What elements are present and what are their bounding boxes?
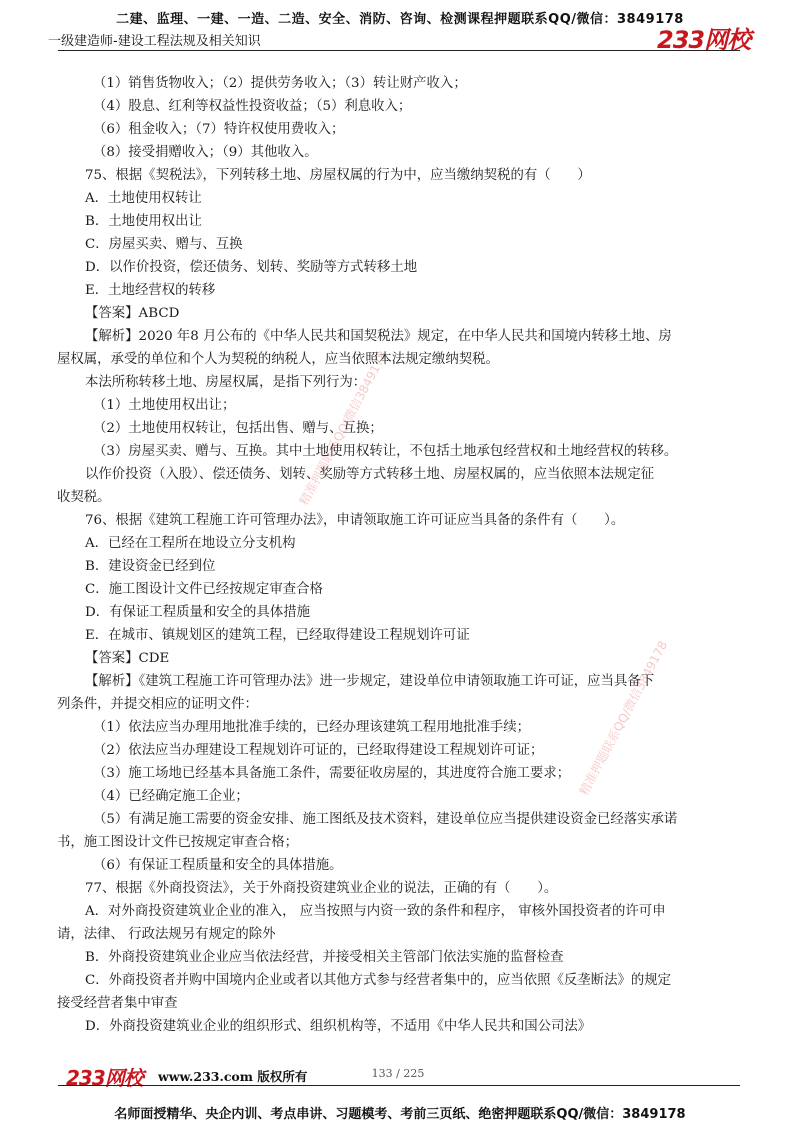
header-rule bbox=[58, 50, 740, 51]
brand-logo-bottom: 233网校 bbox=[66, 1066, 143, 1090]
option-line: D．有保证工程质量和安全的具体措施 bbox=[85, 605, 310, 620]
text-line: （6）有保证工程质量和安全的具体措施。 bbox=[93, 858, 343, 873]
text-line: （4）股息、红利等权益性投资收益；（5）利息收入； bbox=[93, 99, 412, 114]
option-line: E．在城市、镇规划区的建筑工程，已经取得建设工程规划许可证 bbox=[85, 628, 470, 643]
option-line: B．外商投资建筑业企业应当依法经营，并接受相关主管部门依法实施的监督检查 bbox=[85, 950, 564, 965]
text-line: （4）已经确定施工企业； bbox=[93, 789, 249, 804]
question-76: 76、根据《建筑工程施工许可管理办法》，申请领取施工许可证应当具备的条件有（ ）。 bbox=[85, 513, 625, 528]
watermark-2: 精准押题联系QQ/微信3849178 bbox=[576, 638, 671, 798]
text-line: （1）依法应当办理用地批准手续的，已经办理该建筑工程用地批准手续； bbox=[93, 720, 531, 735]
text-line: 收契税。 bbox=[57, 490, 111, 505]
document-subtitle: 一级建造师-建设工程法规及相关知识 bbox=[48, 34, 261, 49]
answer-line: 【答案】CDE bbox=[85, 651, 170, 666]
footer-bottom-line: 名师面授精华、央企内训、考点串讲、习题模考、考前三页纸、绝密押题联系QQ/微信：3849178 bbox=[114, 1107, 686, 1122]
analysis-line: 【解析】2020 年8 月公布的《中华人民共和国契税法》规定，在中华人民共和国境内转移土地、房 bbox=[85, 329, 672, 344]
question-77: 77、根据《外商投资法》，关于外商投资建筑业企业的说法，正确的有（ ）。 bbox=[85, 881, 558, 896]
option-line: A．对外商投资建筑业企业的准入， 应当按照与内资一致的条件和程序， 审核外国投资者的许可申 bbox=[85, 904, 666, 919]
text-line: （6）租金收入；（7）特许权使用费收入； bbox=[93, 122, 345, 137]
brand-logo-top: 233网校 bbox=[657, 26, 751, 54]
text-line: （5）有满足施工需要的资金安排、施工图纸及技术资料，建设单位应当提供建设资金已经落实承诺 bbox=[93, 812, 678, 827]
text-line: （3）房屋买卖、赠与、互换。其中土地使用权转让，不包括土地承包经营权和土地经营权的转移。 bbox=[93, 444, 678, 459]
header-top-line: 二建、监理、一建、一造、二造、安全、消防、咨询、检测课程押题联系QQ/微信：3849178 bbox=[116, 12, 684, 27]
page-content bbox=[57, 72, 745, 1038]
watermark-1: 精准押题联系QQ/微信3849178 bbox=[296, 348, 391, 508]
text-line: 请，法律、 行政法规另有规定的除外 bbox=[57, 927, 276, 942]
option-line: C．施工图设计文件已经按规定审查合格 bbox=[85, 582, 323, 597]
text-line: 以作价投资（入股）、偿还债务、划转、奖励等方式转移土地、房屋权属的，应当依照本法规定征 bbox=[85, 467, 655, 482]
text-line: 列条件，并提交相应的证明文件： bbox=[57, 697, 258, 712]
analysis-line: 【解析】《建筑工程施工许可管理办法》进一步规定，建设单位申请领取施工许可证，应当具备下 bbox=[85, 674, 655, 689]
page-number: 133 / 225 bbox=[371, 1067, 425, 1080]
text-line: （3）施工场地已经基本具备施工条件，需要征收房屋的，其进度符合施工要求； bbox=[93, 766, 571, 781]
text-line: 书，施工图设计文件已按规定审查合格； bbox=[57, 835, 299, 850]
site-copyright: www.233.com 版权所有 bbox=[158, 1069, 308, 1084]
option-line: A．已经在工程所在地设立分支机构 bbox=[85, 536, 296, 551]
option-line: B．土地使用权出让 bbox=[85, 214, 202, 229]
text-line: （1）销售货物收入；（2）提供劳务收入；（3）转让财产收入； bbox=[93, 76, 467, 91]
text-line: 本法所称转移土地、房屋权属，是指下列行为： bbox=[85, 375, 367, 390]
option-line: B．建设资金已经到位 bbox=[85, 559, 216, 574]
text-line: （2）土地使用权转让，包括出售、赠与、互换； bbox=[93, 421, 383, 436]
text-line: 接受经营者集中审查 bbox=[57, 996, 178, 1011]
footer-rule bbox=[58, 1085, 740, 1086]
question-75: 75、根据《契税法》，下列转移土地、房屋权属的行为中，应当缴纳契税的有（ ） bbox=[85, 168, 591, 183]
option-line: A．土地使用权转让 bbox=[85, 191, 202, 206]
option-line: C．外商投资者并购中国境内企业或者以其他方式参与经营者集中的，应当依照《反垄断法》的规定 bbox=[85, 973, 672, 988]
option-line: E．土地经营权的转移 bbox=[85, 283, 216, 298]
text-line: （1）土地使用权出让； bbox=[93, 398, 236, 413]
text-line: （2）依法应当办理建设工程规划许可证的，已经取得建设工程规划许可证； bbox=[93, 743, 544, 758]
option-line: C．房屋买卖、赠与、互换 bbox=[85, 237, 243, 252]
option-line: D．外商投资建筑业企业的组织形式、组织机构等，不适用《中华人民共和国公司法》 bbox=[85, 1019, 592, 1034]
text-line: 屋权属，承受的单位和个人为契税的纳税人，应当依照本法规定缴纳契税。 bbox=[57, 352, 499, 367]
text-line: （8）接受捐赠收入；（9）其他收入。 bbox=[93, 145, 318, 160]
answer-line: 【答案】ABCD bbox=[85, 306, 180, 321]
option-line: D．以作价投资，偿还债务、划转、奖励等方式转移土地 bbox=[85, 260, 418, 275]
